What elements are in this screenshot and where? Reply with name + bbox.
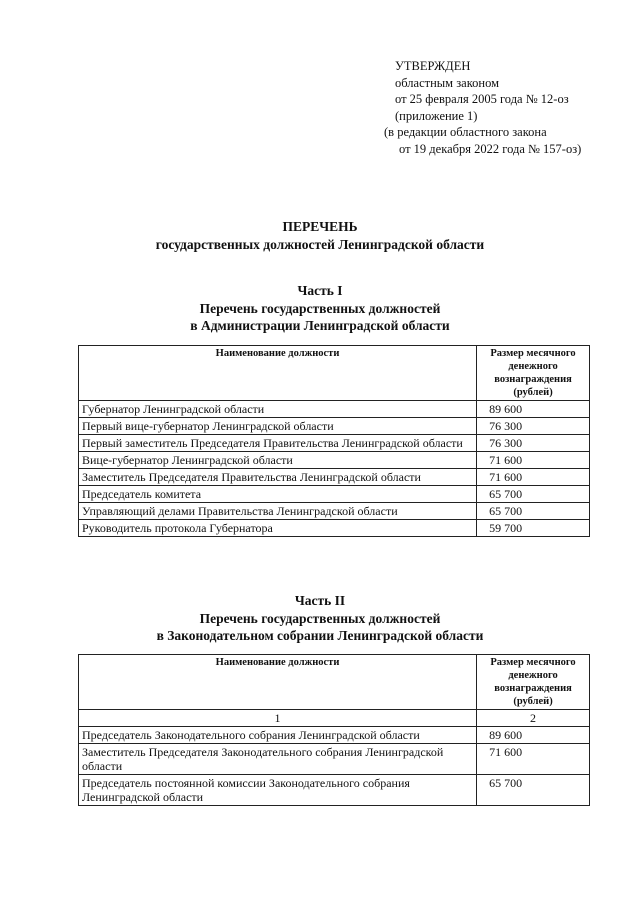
title-line: ПЕРЕЧЕНЬ xyxy=(282,219,358,234)
position-name: Заместитель Председателя Законодательного собрания Ленинградской области xyxy=(79,744,477,775)
position-amount: 71 600 xyxy=(477,469,590,486)
position-name: Председатель Законодательного собрания Ленинградской области xyxy=(79,727,477,744)
approval-line: УТВЕРЖДЕН xyxy=(395,59,471,73)
approval-line: от 19 декабря 2022 года № 157-оз) xyxy=(399,141,582,156)
approval-line: (приложение 1) xyxy=(395,108,478,123)
table-row xyxy=(79,727,590,744)
position-amount: 89 600 xyxy=(477,401,590,418)
column-number: 1 xyxy=(79,710,477,727)
part-heading-line: в Законодательном собрании Ленинградской области xyxy=(156,628,484,643)
table-row xyxy=(79,452,590,469)
table-row xyxy=(79,744,590,775)
column-header-amount: Размер месячного денежного вознаграждения (рублей) xyxy=(477,655,590,710)
position-name: Первый вице-губернатор Ленинградской области xyxy=(79,418,477,435)
column-header-name: Наименование должности xyxy=(79,346,477,401)
approval-stamp xyxy=(384,58,581,157)
position-amount: 59 700 xyxy=(477,520,590,537)
column-number-row xyxy=(79,710,590,727)
title-line: государственных должностей Ленинградской области xyxy=(155,236,485,252)
table-row xyxy=(79,469,590,486)
table-header-row xyxy=(79,655,590,710)
part-heading-line: Перечень государственных должностей xyxy=(199,300,441,316)
approval-line: (в редакции областного закона xyxy=(384,125,547,139)
position-name: Председатель постоянной комиссии Законодательного собрания Ленинградской области xyxy=(79,775,477,806)
table-row xyxy=(79,503,590,520)
table-row xyxy=(79,401,590,418)
part2-table xyxy=(78,654,590,806)
part1-table xyxy=(78,345,590,537)
position-amount: 71 600 xyxy=(477,744,590,775)
table-row xyxy=(79,520,590,537)
part2-heading xyxy=(0,592,640,645)
part-label: Часть II xyxy=(294,593,346,608)
position-name: Руководитель протокола Губернатора xyxy=(79,520,477,537)
part-label: Часть I xyxy=(297,283,343,298)
part-heading-line: Перечень государственных должностей xyxy=(199,610,441,626)
column-header-name: Наименование должности xyxy=(79,655,477,710)
approval-line: областным законом xyxy=(395,75,500,90)
part1-heading xyxy=(0,282,640,335)
position-name: Управляющий делами Правительства Ленинградской области xyxy=(79,503,477,520)
position-amount: 76 300 xyxy=(477,418,590,435)
position-name: Заместитель Председателя Правительства Ленинградской области xyxy=(79,469,477,486)
position-amount: 65 700 xyxy=(477,486,590,503)
position-amount: 65 700 xyxy=(477,503,590,520)
position-amount: 65 700 xyxy=(477,775,590,806)
table-row xyxy=(79,435,590,452)
column-number: 2 xyxy=(477,710,590,727)
position-name: Председатель комитета xyxy=(79,486,477,503)
position-amount: 89 600 xyxy=(477,727,590,744)
table-row xyxy=(79,486,590,503)
part-heading-line: в Администрации Ленинградской области xyxy=(190,318,450,333)
table-row xyxy=(79,775,590,806)
position-amount: 76 300 xyxy=(477,435,590,452)
table-row xyxy=(79,418,590,435)
table-header-row xyxy=(79,346,590,401)
column-header-amount: Размер месячного денежного вознаграждения (рублей) xyxy=(477,346,590,401)
position-name: Первый заместитель Председателя Правительства Ленинградской области xyxy=(79,435,477,452)
position-name: Губернатор Ленинградской области xyxy=(79,401,477,418)
document-title xyxy=(0,218,640,253)
position-amount: 71 600 xyxy=(477,452,590,469)
position-name: Вице-губернатор Ленинградской области xyxy=(79,452,477,469)
approval-line: от 25 февраля 2005 года № 12-оз xyxy=(395,92,569,106)
